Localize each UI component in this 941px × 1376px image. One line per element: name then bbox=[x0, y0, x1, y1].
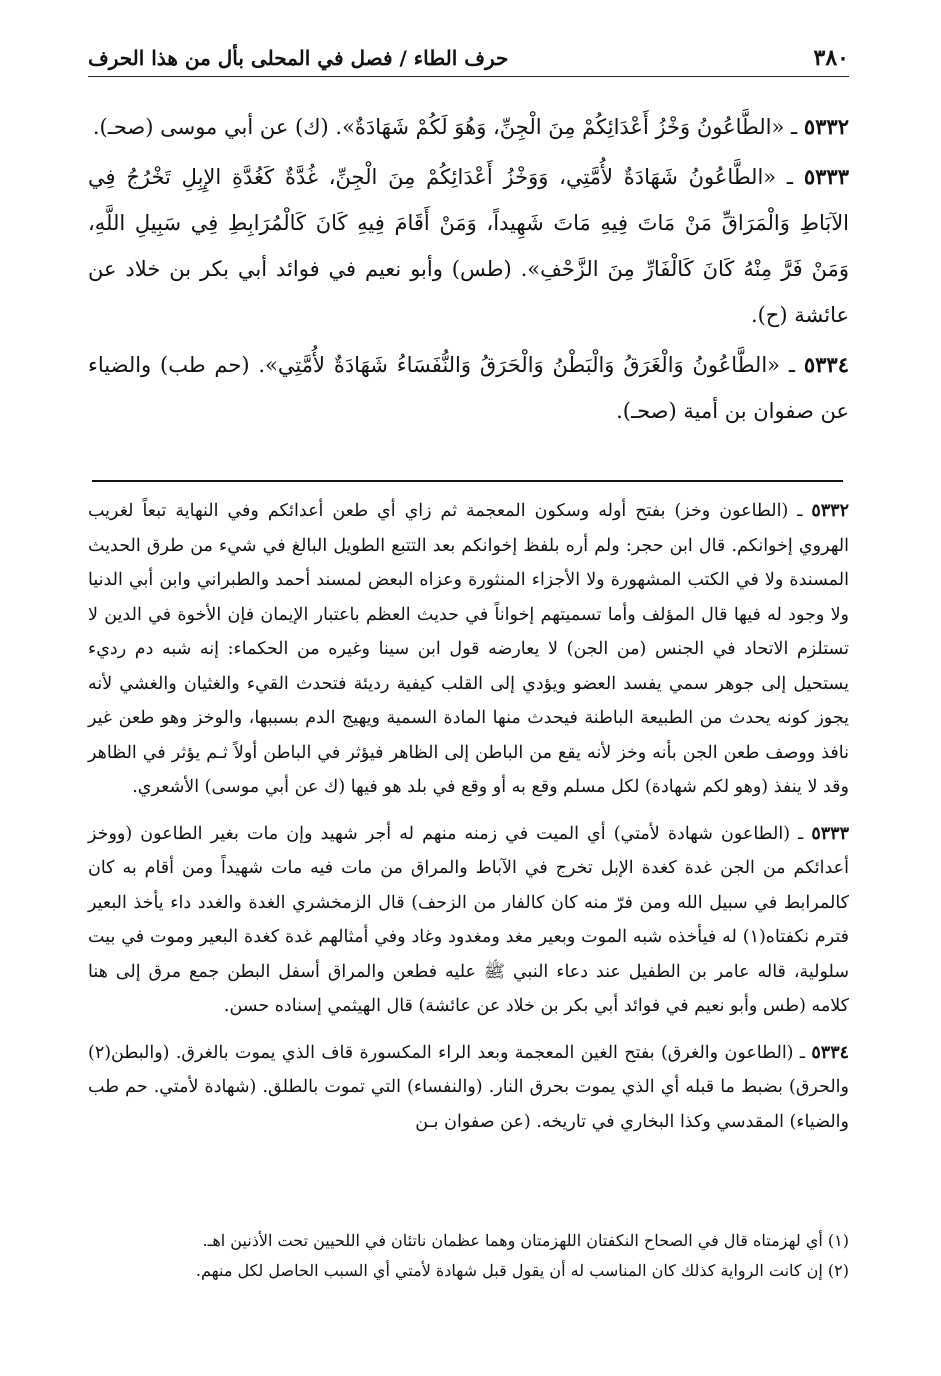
page-header bbox=[88, 40, 849, 77]
commentary-body: ـ (الطاعون وخز) بفتح أوله وسكون المعجمة ثم زاي أي طعن أعدائكم وفي النهاية تبعاً لغريب الهروي إخوانكم. قال ابن حجر: ولم أره بلفظ إخوانكم بعد التتبع الطويل البالغ في شيء من طرق الحديث المسندة ولا في الكتب المشهورة ولا الأجزاء المنثورة وعزاه البعض لمسند أحمد والطبراني وابن أبي الدنيا ولا وجود له فيها قال المؤلف وأما تسميتهم إخواناً في حديث العظم باعتبار الإيمان فإن الأخوة في الدين لا تستلزم الاتحاد في الجنس (من الجن) لا يعارضه قول ابن سينا وغيره من الحكماء: إنه شبه دم رديء يستحيل إلى جوهر سمي يفسد العضو ويؤدي إلى القلب كيفية رديئة فتحدث القيء والغثيان والغشي لأنه يجوز كونه يحدث من الطبيعة الباطنة فيحدث منها المادة السمية ويهيج الدم بسببها، والوخز وهو طعن غير نافذ ووصف طعن الجن بأنه وخز لأنه يقع من الباطن إلى الظاهر فيؤثر في الباطن أولاً ثـم يؤثر في الظاهر وقد لا ينفذ (وهو لكم شهادة) لكل مسلم وقع به أو وقع في بلد هو فيها (ك عن أبي موسى) الأشعري. bbox=[88, 501, 849, 797]
hadith-entry bbox=[88, 342, 849, 434]
commentary-paragraph bbox=[88, 817, 849, 1024]
running-title: حرف الطاء / فصل في المحلى بأل من هذا الحرف bbox=[88, 46, 509, 70]
hadith-text bbox=[88, 104, 849, 438]
hadith-body: ـ «الطَّاعُونُ وَخْزُ أَعْدَائِكُمْ مِنَ الْجِنِّ، وَهُوَ لَكُمْ شَهَادَةٌ». (ك) عن أبي موسى (صحـ). bbox=[92, 115, 798, 139]
commentary-number: ٥٣٣٣ bbox=[811, 823, 849, 844]
commentary-number: ٥٣٣٤ bbox=[811, 1042, 849, 1063]
hadith-number: ٥٣٣٣ bbox=[803, 164, 849, 189]
hadith-number: ٥٣٣٢ bbox=[803, 114, 849, 139]
hadith-entry bbox=[88, 154, 849, 338]
commentary-paragraph bbox=[88, 1036, 849, 1140]
hadith-body: ـ «الطَّاعُونُ شَهَادَةٌ لأُمَّتِي، وَوَخْزُ أَعْدَائِكُمْ مِنَ الْجِنِّ، غُدَّةٌ كَغُدَّةِ الإِبِلِ تَخْرُجُ فِي الآبَاطِ وَالْمَرَاقِّ مَنْ مَاتَ فِيهِ مَاتَ شَهِيداً، وَمَنْ أَقَامَ فِيهِ كَانَ كَالْمُرَابِطِ فِي سَبِيلِ اللَّهِ، وَمَنْ فَرَّ مِنْهُ كَانَ كَالْفَارِّ مِنَ الزَّحْفِ». (طس) وأبو نعيم في فوائد أبي بكر بن خلاد عن عائشة (ح). bbox=[88, 165, 849, 327]
commentary-paragraph bbox=[88, 494, 849, 805]
page-number: ٣٨٠ bbox=[813, 45, 849, 71]
hadith-entry bbox=[88, 104, 849, 150]
commentary-body: ـ (الطاعون شهادة لأمتي) أي الميت في زمنه منهم له أجر شهيد وإن مات بغير الطاعون (ووخز أعدائكم من الجن غدة كغدة الإبل تخرج في الآباط والمراق من مات فيه مات شهيداً ومن أقام به كان كالمرابط في سبيل الله ومن فرّ منه كان كالفار من الزحف) قال الزمخشري الغدة والغدد داء يأخذ البعير فترم نكفتاه(١) له فيأخذه شبه الموت وبعير مغد ومغدود وغاد وفي أمثالهم غدة كغدة البعير وموت في بيت سلولية، قاله عامر بن الطفيل عند دعاء النبي ﷺ عليه فطعن والمراق أسفل البطن جمع مرق إلى هنا كلامه (طس وأبو نعيم في فوائد أبي بكر بن خلاد عن عائشة) قال الهيثمي إسناده حسن. bbox=[88, 823, 850, 1016]
commentary-number: ٥٣٣٢ bbox=[811, 501, 849, 521]
footnote: (١) أي لهزمتاه قال في الصحاح النكفتان اللهزمتان وهما عظمان ناتئان في اللحيين تحت الأذنين اهـ. bbox=[202, 1231, 849, 1250]
section-separator bbox=[92, 480, 843, 482]
footnote: (٢) إن كانت الرواية كذلك كان المناسب له أن يقول قبل شهادة لأمتي أي السبب الحاصل لكل منهم. bbox=[195, 1261, 849, 1280]
hadith-number: ٥٣٣٤ bbox=[803, 352, 849, 377]
hadith-body: ـ «الطَّاعُونُ وَالْغَرَقُ وَالْبَطْنُ وَالْحَرَقُ وَالنُّفَسَاءُ شَهَادَةٌ لأُمَّتِي». (حم طب) والضياء عن صفوان بن أمية (صحـ). bbox=[88, 353, 849, 423]
footnotes bbox=[88, 1226, 849, 1286]
commentary-body: ـ (الطاعون والغرق) بفتح الغين المعجمة وبعد الراء المكسورة قاف الذي يموت بالغرق. (والبطن(٢) والحرق) بضبط ما قبله أي الذي يموت بحرق النار. (والنفساء) التي تموت بالطلق. (شهادة لأمتي. حم طب والضياء) المقدسي وكذا البخاري في تاريخه. (عن صفوان بـن bbox=[88, 1042, 849, 1132]
commentary bbox=[88, 494, 849, 1151]
